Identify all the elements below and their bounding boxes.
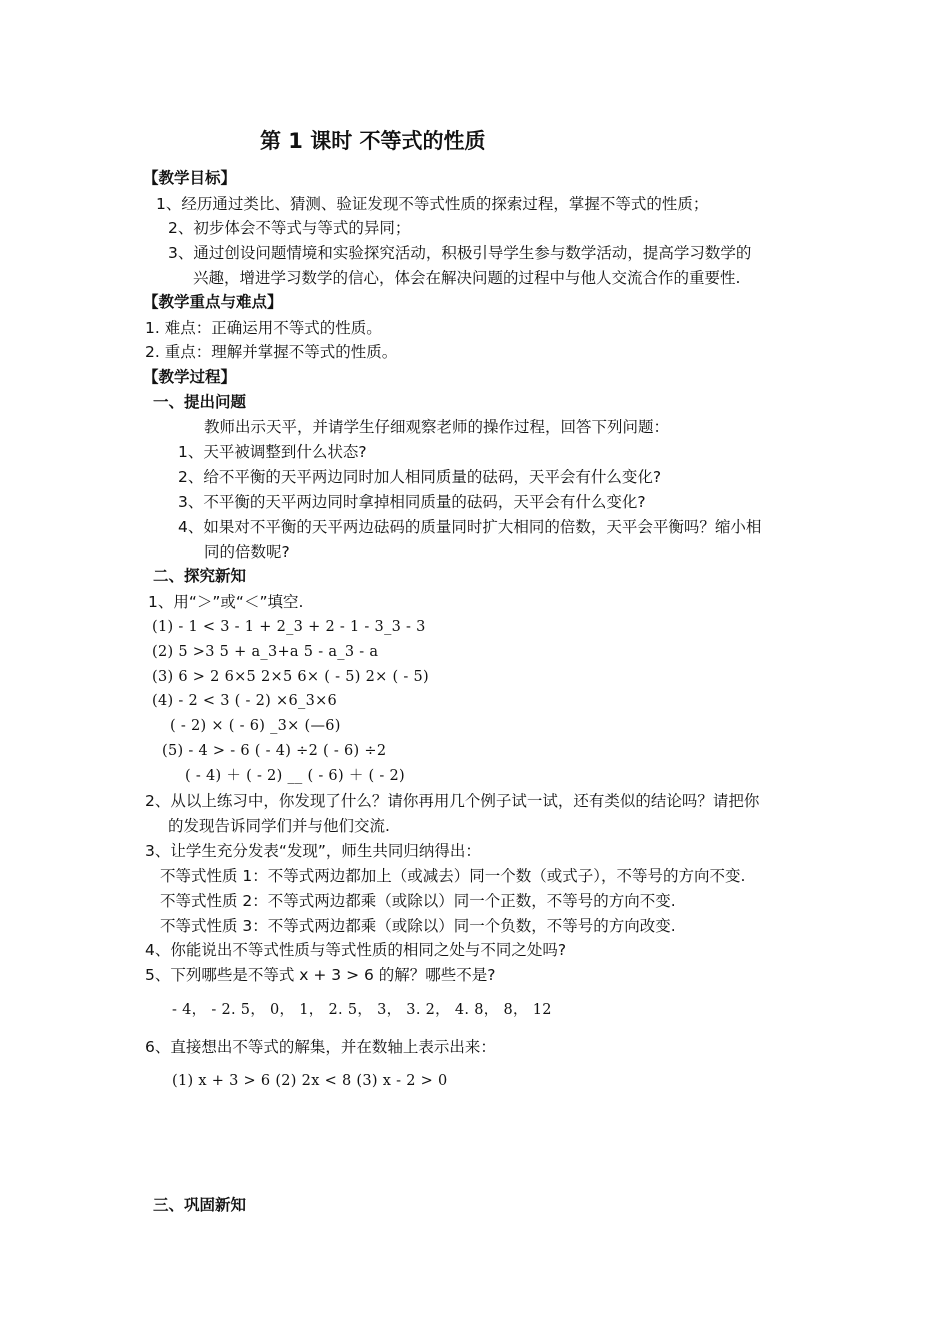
- question-item: 3、让学生充分发表“发现”，师生共同归纳得出：: [145, 842, 481, 860]
- question-item: 5、下列哪些是不等式 x + 3 > 6 的解？哪些不是?: [145, 966, 496, 984]
- candidate-values: - 4， - 2. 5， 0， 1， 2. 5， 3， 3. 2， 4. 8， 8， 12: [172, 1002, 552, 1018]
- key-point-item: 1. 难点：正确运用不等式的性质。: [145, 319, 382, 337]
- question-item: 4、你能说出不等式性质与等式性质的相同之处与不同之处吗?: [145, 941, 567, 959]
- inequality-items: (1) x + 3 > 6 (2) 2x < 8 (3) x - 2 > 0: [172, 1073, 448, 1089]
- section-heading: 三、巩固新知: [153, 1196, 247, 1214]
- process-heading: 【教学过程】: [143, 368, 237, 386]
- fill-item: ( - 2) × ( - 6) _3× (—6): [170, 718, 341, 734]
- question-item-continued: 同的倍数呢?: [204, 543, 290, 561]
- fill-item: ( - 4) ＋ ( - 2) __ ( - 6) ＋ ( - 2): [185, 768, 405, 784]
- property-item: 不等式性质 1：不等式两边都加上（或减去）同一个数（或式子），不等号的方向不变.: [160, 867, 746, 885]
- question-item: 3、不平衡的天平两边同时拿掉相同质量的砝码，天平会有什么变化?: [178, 493, 646, 511]
- fill-item: (3) 6 > 2 6×5 2×5 6× ( - 5) 2× ( - 5): [152, 669, 429, 685]
- goal-item: 1、经历通过类比、猜测、验证发现不等式性质的探索过程，掌握不等式的性质；: [156, 195, 709, 213]
- property-item: 不等式性质 2：不等式两边都乘（或除以）同一个正数，不等号的方向不变.: [160, 892, 676, 910]
- section-heading: 一、提出问题: [153, 393, 247, 411]
- page-title: 第 1 课时 不等式的性质: [260, 129, 486, 153]
- fill-item: (1) - 1 < 3 - 1 + 2_3 + 2 - 1 - 3_3 - 3: [152, 619, 426, 635]
- fill-intro: 1、用“＞”或“＜”填空.: [148, 593, 304, 611]
- key-point-item: 2. 重点：理解并掌握不等式的性质。: [145, 343, 398, 361]
- question-item-continued: 的发现告诉同学们并与他们交流.: [168, 817, 390, 835]
- goal-item-continued: 兴趣，增进学习数学的信心，体会在解决问题的过程中与他人交流合作的重要性.: [193, 269, 741, 287]
- question-item: 6、直接想出不等式的解集，并在数轴上表示出来：: [145, 1038, 496, 1056]
- property-item: 不等式性质 3：不等式两边都乘（或除以）同一个负数，不等号的方向改变.: [160, 917, 676, 935]
- question-item: 2、从以上练习中，你发现了什么？请你再用几个例子试一试，还有类似的结论吗？请把你: [145, 792, 760, 810]
- goal-item: 3、通过创设问题情境和实验探究活动，积极引导学生参与数学活动，提高学习数学的: [168, 244, 752, 262]
- section-heading: 二、探究新知: [153, 567, 247, 585]
- goal-item: 2、初步体会不等式与等式的异同；: [168, 219, 411, 237]
- question-item: 1、天平被调整到什么状态?: [178, 443, 367, 461]
- goals-heading: 【教学目标】: [143, 169, 237, 187]
- fill-item: (2) 5 >3 5 + a_3+a 5 - a_3 - a: [152, 644, 379, 660]
- question-item: 2、给不平衡的天平两边同时加人相同质量的砝码，天平会有什么变化?: [178, 468, 662, 486]
- section-intro: 教师出示天平，并请学生仔细观察老师的操作过程，回答下列问题：: [204, 418, 670, 436]
- key-points-heading: 【教学重点与难点】: [143, 293, 283, 311]
- question-item: 4、如果对不平衡的天平两边砝码的质量同时扩大相同的倍数，天平会平衡吗？缩小相: [178, 518, 762, 536]
- fill-item: (4) - 2 < 3 ( - 2) ×6_3×6: [152, 693, 338, 709]
- fill-item: (5) - 4 > - 6 ( - 4) ÷2 ( - 6) ÷2: [162, 743, 387, 759]
